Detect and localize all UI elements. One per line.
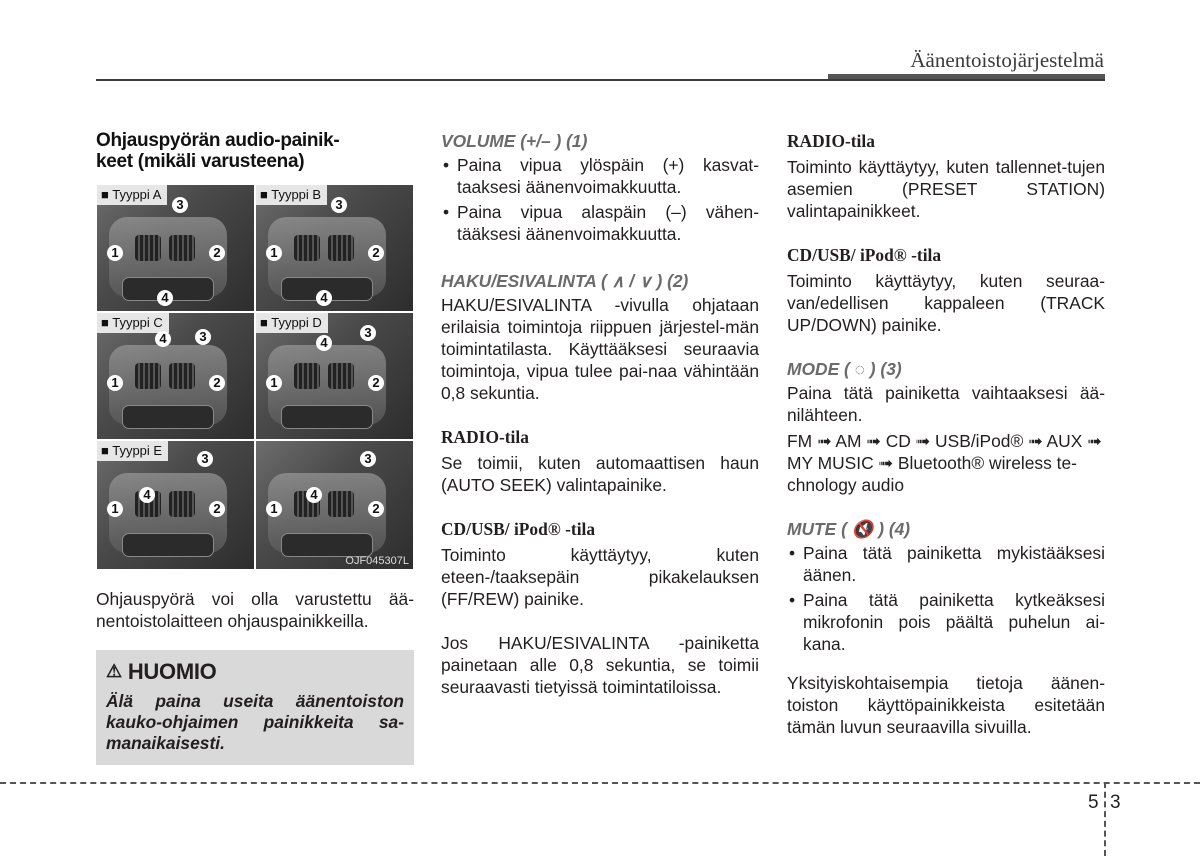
callout-2: 2 <box>368 375 384 391</box>
page-header-title: Äänentoistojärjestelmä <box>910 48 1104 72</box>
callout-4: 4 <box>306 487 322 503</box>
volume-list <box>441 154 759 245</box>
header-rule <box>96 79 1105 81</box>
list-item: • Paina vipua ylöspäin (+) kasvat-taaksesi äänenvoimakkuutta. <box>441 154 759 198</box>
warning-triangle-icon: ⚠ <box>106 661 122 681</box>
radio-mode-text: Toiminto käyttäytyy, kuten tallennet-tujen asemien (PRESET STATION) valintapainikkeet. <box>787 157 1105 221</box>
more-info-text: Yksityiskohtaisempia tietoja äänen-toiston käyttöpainikkeista esitetään tämän luvun seuraavilla sivuilla. <box>787 673 1105 737</box>
callout-3: 3 <box>331 197 347 213</box>
footer-dashed-divider <box>1104 782 1106 856</box>
type-e-label: ■ Tyyppi E <box>97 441 168 461</box>
cd-mode-heading: CD/USB/ iPod® -tila <box>787 245 942 265</box>
volume-heading: VOLUME (+/– ) (1) <box>441 131 588 151</box>
figure-type-b <box>255 184 414 312</box>
type-b-label: ■ Tyyppi B <box>256 185 327 205</box>
mode-heading: MODE ( ◌ ) (3) <box>787 359 902 379</box>
callout-1: 1 <box>107 375 123 391</box>
cd-mode-text: Toiminto käyttäytyy, kuten eteen-/taaksepäin pikakelauksen (FF/REW) painike. <box>441 545 759 609</box>
callout-3: 3 <box>195 329 211 345</box>
callout-2: 2 <box>209 501 225 517</box>
callout-1: 1 <box>266 375 282 391</box>
figure-type-e-2 <box>255 440 414 570</box>
callout-3: 3 <box>197 451 213 467</box>
cd-mode-text: Toiminto käyttäytyy, kuten seuraa-van/edellisen kappaleen (TRACK UP/DOWN) painike. <box>787 271 1105 335</box>
callout-4: 4 <box>316 290 332 306</box>
radio-mode-heading: RADIO-tila <box>787 131 875 151</box>
list-item: • Paina tätä painiketta mykistääksesi äänen. <box>787 542 1105 586</box>
list-item: • Paina vipua alaspäin (–) vähen-tääksesi äänenvoimakkuutta. <box>441 201 759 245</box>
figure-type-a <box>96 184 255 312</box>
page-number: 3 <box>1110 792 1121 813</box>
short-press-text: Jos HAKU/ESIVALINTA -painiketta painetaan alle 0,8 sekuntia, se toimii seuraavasti tietyissä toimintatiloissa. <box>441 633 759 697</box>
callout-1: 1 <box>107 245 123 261</box>
callout-3: 3 <box>360 451 376 467</box>
callout-1: 1 <box>107 501 123 517</box>
mute-heading: MUTE ( 🔇 ) (4) <box>787 519 911 539</box>
callout-4: 4 <box>139 487 155 503</box>
callout-1: 1 <box>266 501 282 517</box>
caution-title <box>106 658 404 685</box>
radio-mode-text: Se toimii, kuten automaattisen haun (AUTO SEEK) valintapainike. <box>441 453 759 495</box>
steering-wheel-button-figure <box>96 184 414 570</box>
cd-mode-heading: CD/USB/ iPod® -tila <box>441 519 596 539</box>
seek-text: HAKU/ESIVALINTA -vivulla ohjataan erilaisia toimintoja riippuen järjestel-män toimintatilasta. Käyttääksesi seuraavia toimintoja, vipua tulee pai-naa vähintään 0,8 sekuntia. <box>441 295 759 403</box>
seek-heading: HAKU/ESIVALINTA ( ∧ / ∨ ) (2) <box>441 271 689 291</box>
list-item: • Paina tätä painiketta kytkeäksesi mikrofonin pois päältä puhelun ai-kana. <box>787 589 1105 655</box>
callout-3: 3 <box>172 197 188 213</box>
callout-1: 1 <box>266 245 282 261</box>
left-column <box>96 130 414 172</box>
callout-2: 2 <box>368 501 384 517</box>
callout-4: 4 <box>316 335 332 351</box>
callout-2: 2 <box>368 245 384 261</box>
radio-mode-heading: RADIO-tila <box>441 427 529 447</box>
intro-block <box>96 588 414 632</box>
type-a-label: ■ Tyyppi A <box>97 185 167 205</box>
caution-box <box>96 650 414 765</box>
section-number: 5 <box>1088 792 1099 813</box>
section-heading-line1: Ohjauspyörän audio-painik- <box>96 130 340 151</box>
caution-title-text: HUOMIO <box>127 659 217 684</box>
mode-text: Paina tätä painiketta vaihtaaksesi ää-nilähteen. <box>787 383 1105 425</box>
callout-3: 3 <box>360 325 376 341</box>
figure-type-c <box>96 312 255 440</box>
figure-code: OJF045307L <box>345 555 409 567</box>
figure-type-d <box>255 312 414 440</box>
callout-2: 2 <box>209 245 225 261</box>
section-heading-line2: keet (mikäli varusteena) <box>96 151 305 172</box>
type-d-label: ■ Tyyppi D <box>256 313 328 333</box>
callout-4: 4 <box>155 331 171 347</box>
footer-dashed-rule <box>0 782 1200 784</box>
mode-sequence: FM ➟ AM ➟ CD ➟ USB/iPod® ➟ AUX ➟ MY MUSIC ➟ Bluetooth® wireless te-chnology audio <box>787 431 1102 495</box>
type-c-label: ■ Tyyppi C <box>97 313 169 333</box>
callout-4: 4 <box>157 290 173 306</box>
intro-text: Ohjauspyörä voi olla varustettu ää-nentoistolaitteen ohjauspainikkeilla. <box>96 589 414 631</box>
middle-column <box>441 130 759 698</box>
callout-2: 2 <box>209 375 225 391</box>
caution-body: Älä paina useita äänentoiston kauko-ohjaimen painikkeita sa-manaikaisesti. <box>106 691 404 753</box>
mute-list <box>787 542 1105 655</box>
right-column <box>787 130 1105 738</box>
figure-type-e-1 <box>96 440 255 570</box>
